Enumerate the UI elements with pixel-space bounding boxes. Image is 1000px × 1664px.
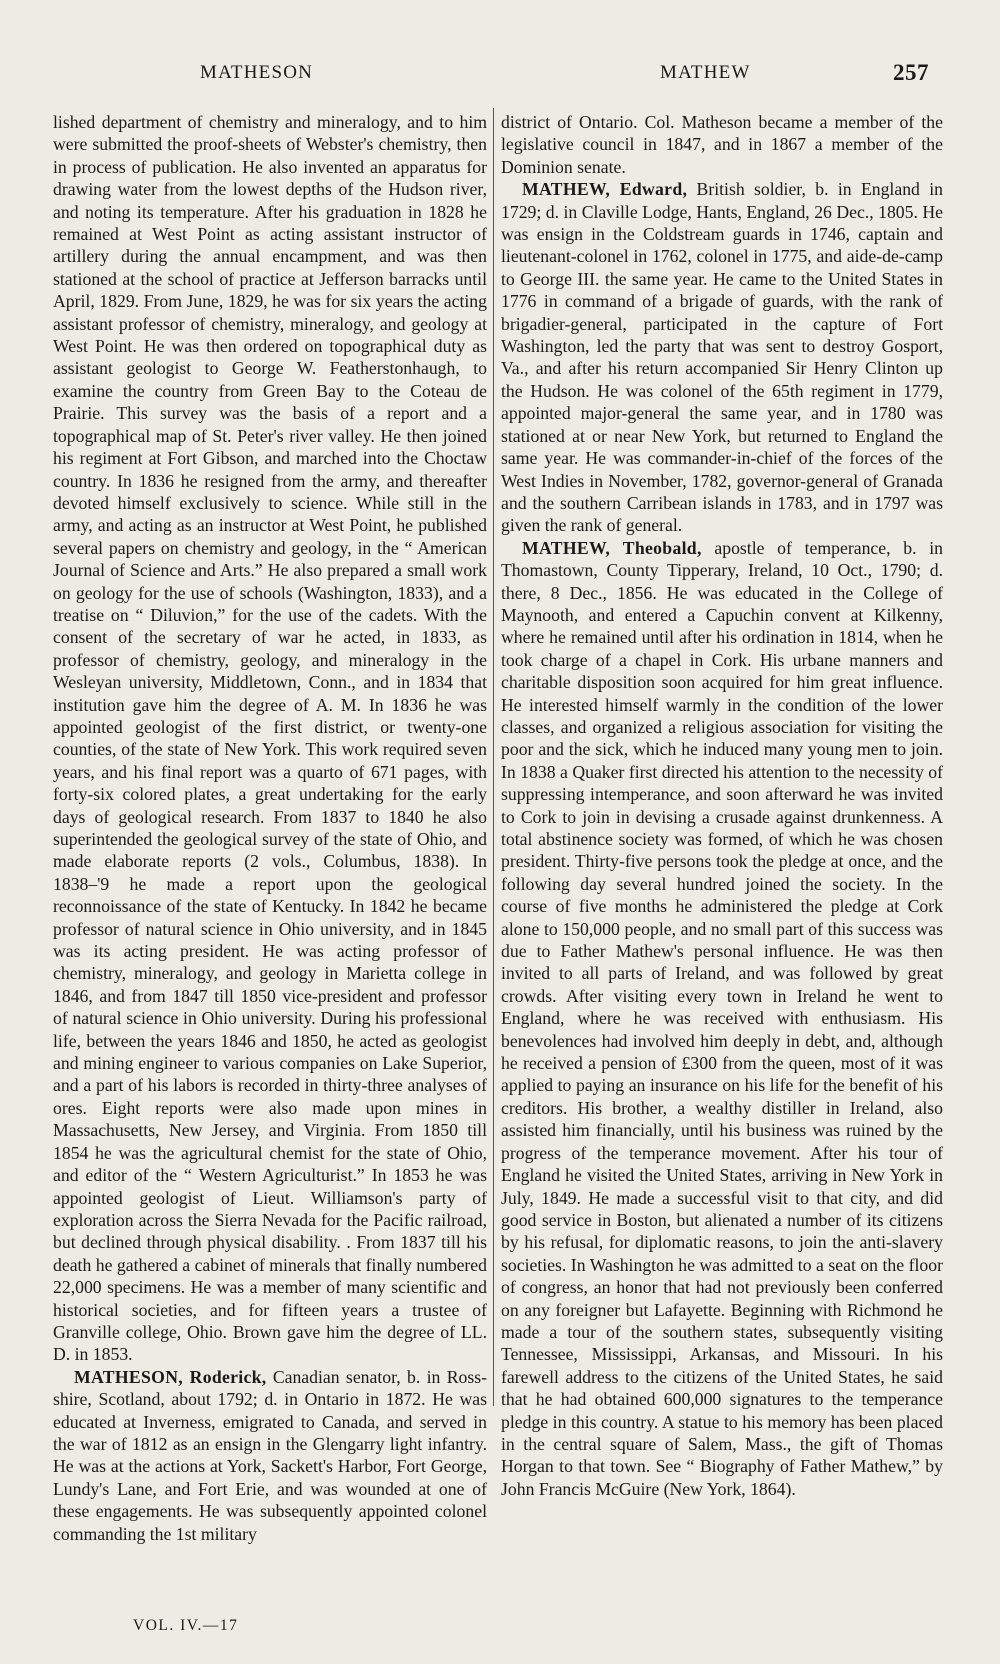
entry-body: British soldier, b. in England in 1729; d. in Claville Lodge, Hants, England, 26 Dec., 1805. He was ensign in the Coldstream guards in 1746, captain and lieutenant-colonel in 1762, colonel in 1775, and aide-de-camp to George III. the same year. He came to the United States in 1776 in command of a brigade of guards, with the rank of brigadier-general, participated in the capture of Fort Washington, led the party that was sent to destroy Gosport, Va., and after his return accompanied Sir Henry Clinton up the Hudson. He was colonel of the 65th regiment in 1779, appointed major-general the same year, and in 1780 was stationed at or near New York, but returned to England the same year. He was commander-in-chief of the forces of the West Indies in November, 1782, governor-general of Granada and the southern Carribean islands in 1783, and in 1797 was given the rank of general. — [501, 179, 943, 536]
volume-signature: VOL. IV.—17 — [133, 1617, 239, 1634]
entry-matheson-continuation: lished department of chemistry and mineralogy, and to him were submitted the proof-sheets of Webster's chemistry, then in process of publication. He also invented an apparatus for drawing water from the lowest depths of the Hudson river, and noting its temperature. After his graduation in 1828 he remained at West Point as acting assistant instructor of artillery during the annual encampment, and was then stationed at the school of practice at Jefferson barracks until April, 1829. From June, 1829, he was for six years the acting assistant professor of chemistry, mineralogy, and geology at West Point. He was then ordered on topographical duty as assistant geologist to George W. Featherstonhaugh, to examine the country from Green Bay to the Coteau de Prairie. This survey was the basis of a report and a topographical map of St. Peter's river valley. He then joined his regiment at Fort Gibson, and marched into the Choctaw country. In 1836 he resigned from the army, and thereafter devoted himself exclusively to science. While still in the army, and acting as an instructor at West Point, he published several papers on chemistry and geology, in the “ American Journal of Science and Arts.” He also prepared a small work on geology for the use of schools (Washington, 1833), and a treatise on “ Diluvion,” for the use of the cadets. With the consent of the secretary of war he acted, in 1833, as professor of chemistry, geology, and mineralogy in the Wesleyan university, Middletown, Conn., and in 1834 that institution gave him the degree of A. M. In 1836 he was appointed geologist of the first district, or twenty-one counties, of the state of New York. This work required seven years, and his final report was a quarto of 671 pages, with forty-six colored plates, a great undertaking for the early days of geological research. From 1837 to 1840 he also superintended the geological survey of the state of Ohio, and made elaborate reports (2 vols., Columbus, 1838). In 1838–'9 he made a report upon the geological reconnoissance of the state of Kentucky. In 1842 he became professor of natural science in Ohio university, and in 1845 was its acting president. He was acting professor of chemistry, mineralogy, and geology in Marietta college in 1846, and from 1847 till 1850 vice-president and professor of natural science in Ohio university. During his professional life, between the years 1846 and 1850, he acted as geologist and mining engineer to various companies on Lake Superior, and a part of his labors is recorded in thirty-three analyses of ores. Eight reports were also made upon mines in Massachusetts, New Jersey, and Virginia. From 1850 till 1854 he was the agricultural chemist for the state of Ohio, and editor of the “ Western Agriculturist.” In 1853 he was appointed geologist of Lieut. Williamson's party of exploration across the Sierra Nevada for the Pacific railroad, but declined through physical disability. . From 1837 till his death he gathered a cabinet of minerals that finally numbered 22,000 specimens. He was a member of many scientific and historical societies, and for fifteen years a trustee of Granville college, Ohio. Brown gave him the degree of LL. D. in 1853. — [53, 112, 487, 1365]
entry-headword: MATHEW, Edward, — [522, 179, 688, 200]
entry-headword: MATHESON, Roderick, — [74, 1366, 267, 1387]
entry-matheson-roderick-continuation: district of Ontario. Col. Matheson became a member of the legislative council in 1847, and in 1867 a member of the Dominion senate. — [501, 112, 943, 177]
column-divider — [493, 108, 494, 1406]
right-column — [501, 111, 943, 1500]
entry-mathew-edward — [501, 178, 943, 537]
running-head-left: MATHESON — [200, 62, 314, 83]
running-head-right: MATHEW — [660, 62, 751, 83]
entry-mathew-theobald — [501, 537, 943, 1500]
left-column — [53, 111, 487, 1545]
entry-matheson-roderick — [53, 1366, 487, 1545]
entry-body: Canadian senator, b. in Ross-shire, Scotland, about 1792; d. in Ontario in 1872. He was educated at Inverness, emigrated to Canada, and served in the war of 1812 as an ensign in the Glengarry light infantry. He was at the actions at York, Sackett's Harbor, Fort George, Lundy's Lane, and Fort Erie, and was wounded at one of these engagements. He was subsequently appointed colonel commanding the 1st military — [53, 1366, 487, 1544]
entry-headword: MATHEW, Theobald, — [522, 537, 702, 558]
entry-body: apostle of temperance, b. in Thomastown, County Tipperary, Ireland, 10 Oct., 1790; d. there, 8 Dec., 1856. He was educated in the College of Maynooth, and entered a Capuchin convent at Kilkenny, where he remained until after his ordination in 1814, when he took charge of a chapel in Cork. His urbane manners and charitable disposition soon acquired for him great influence. He interested himself warmly in the condition of the lower classes, and organized a religious association for visiting the poor and the sick, which he induced many young men to join. In 1838 a Quaker first directed his attention to the necessity of suppressing intemperance, and soon afterward he was invited to Cork to join in devising a crusade against drunkenness. A total abstinence society was formed, of which he was chosen president. Thirty-five persons took the pledge at once, and the following day several hundred joined the society. In the course of five months he administered the pledge at Cork alone to 150,000 people, and no small part of this success was due to Father Mathew's personal influence. He was then invited to all parts of Ireland, and was followed by great crowds. After visiting every town in Ireland he went to England, where he was received with enthusiasm. His benevolences had involved him deeply in debt, and, although he received a pension of £300 from the queen, most of it was applied to paying an insurance on his life for the benefit of his creditors. His brother, a wealthy distiller in Ireland, also assisted him financially, until his business was ruined by the progress of the temperance movement. After his tour of England he visited the United States, arriving in New York in July, 1849. He made a successful visit to that city, and did good service in Boston, but alienated a number of its citizens by his refusal, for diplomatic reasons, to join the anti-slavery societies. In Washington he was admitted to a seat on the floor of congress, an honor that had not previously been conferred on any foreigner but Lafayette. Beginning with Richmond he made a tour of the southern states, subsequently visiting Tennessee, Mississippi, Arkansas, and Missouri. In his farewell address to the citizens of the United States, he said that he had obtained 600,000 signatures to the temperance pledge in this country. A statue to his memory has been placed in the central square of Salem, Mass., the gift of Thomas Horgan to that town. See “ Biography of Father Mathew,” by John Francis McGuire (New York, 1864). — [501, 537, 943, 1499]
page-number: 257 — [893, 60, 929, 85]
